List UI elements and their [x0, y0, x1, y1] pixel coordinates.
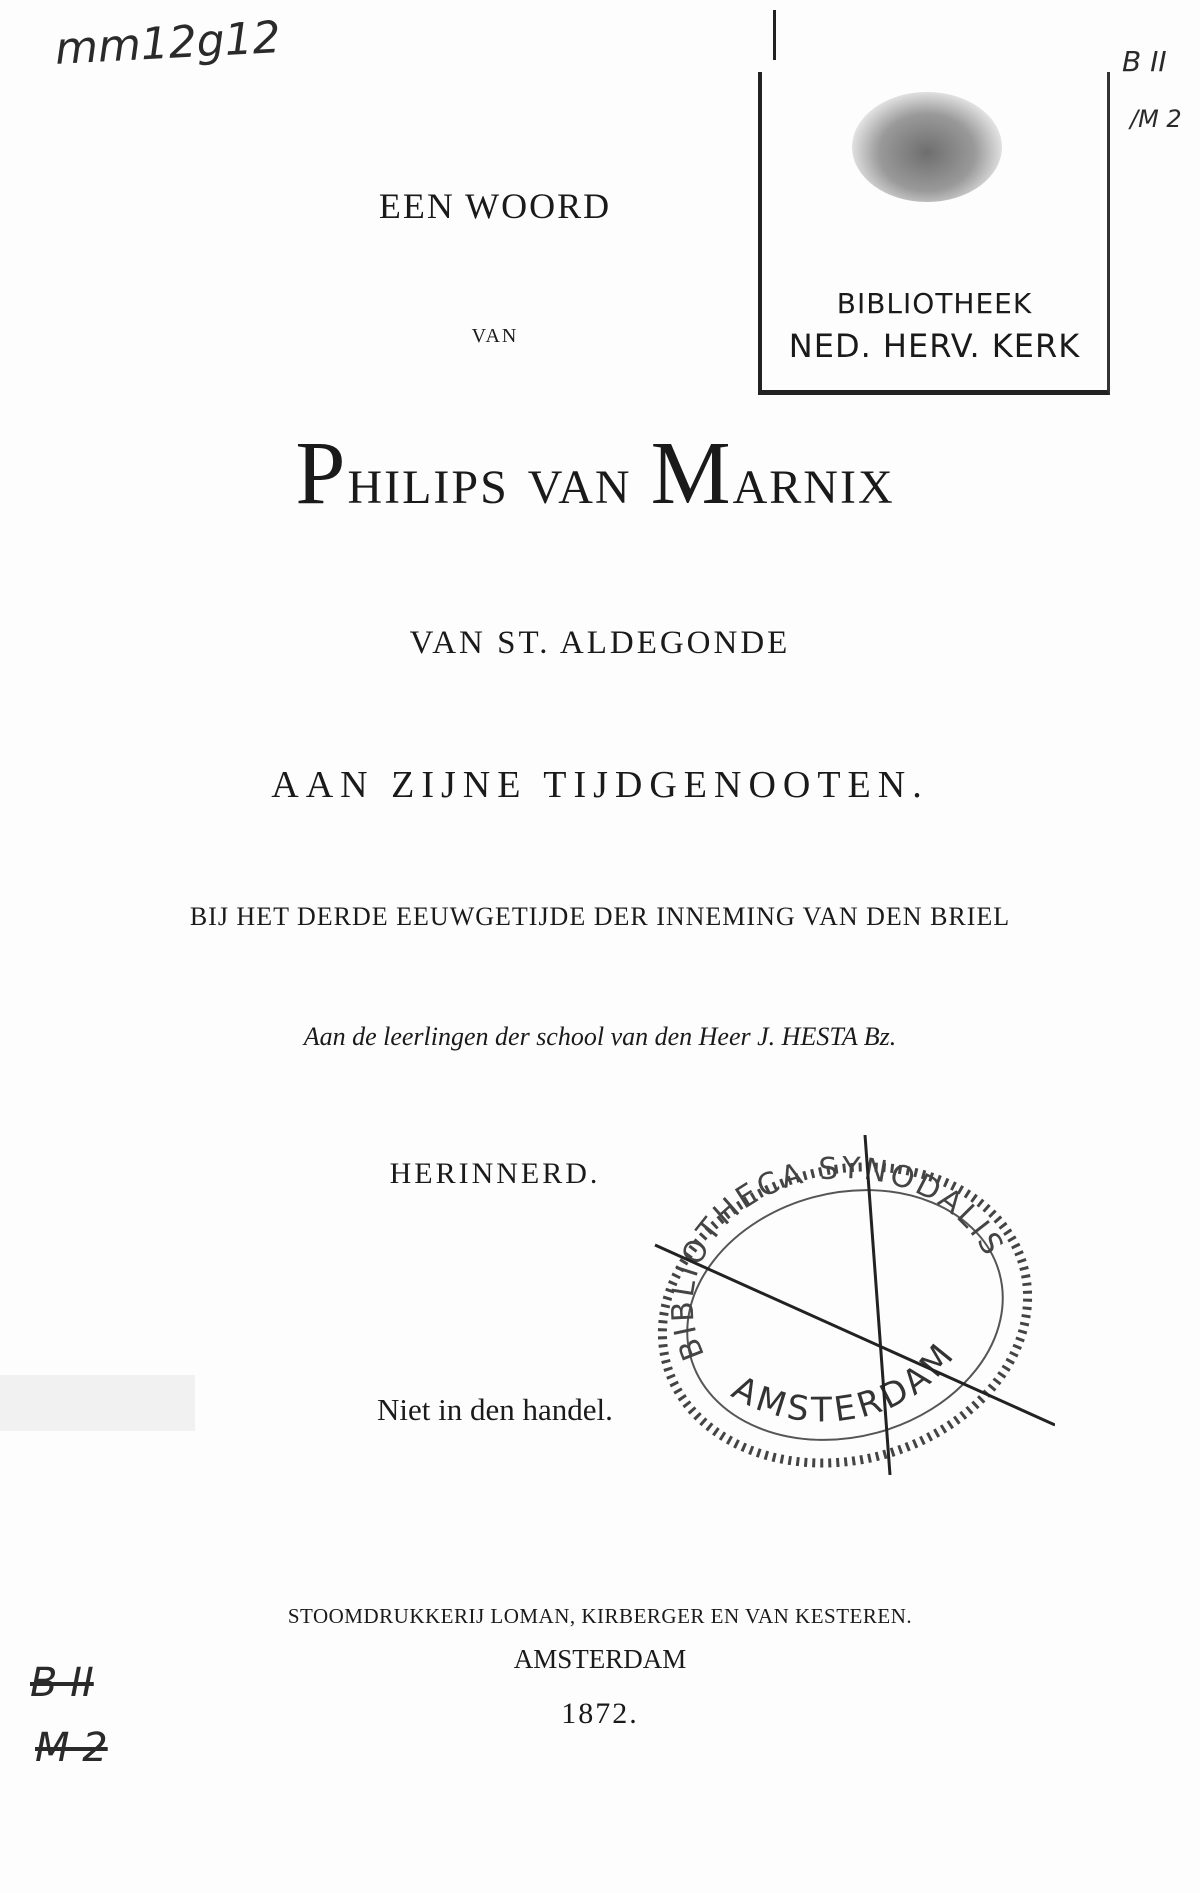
handwritten-corner-code-top: B II — [1122, 45, 1167, 78]
imprint-year: 1872. — [561, 1697, 639, 1730]
imprint-city: AMSTERDAM — [513, 1644, 687, 1674]
title-author-name — [0, 422, 1195, 525]
name-middle: van — [527, 442, 632, 518]
handwritten-bottom-code-1: B II — [30, 1660, 94, 1706]
name-last-initial: M — [650, 424, 733, 523]
stamp-oval-city: AMSTERDAM — [725, 1333, 965, 1431]
name-first-initial: P — [295, 424, 348, 523]
svg-text:BIBLIOTHECA SYNODALIS — [665, 1151, 1011, 1365]
stamp-oval-arc-text: BIBLIOTHECA SYNODALIS — [665, 1150, 1012, 1366]
stamp-line-1: BIBLIOTHEEK — [836, 287, 1033, 320]
not-for-sale: Niet in den handel. — [377, 1392, 613, 1427]
margin-strip — [0, 1375, 195, 1431]
title-aldegonde: VAN ST. ALDEGONDE — [409, 625, 791, 661]
title-dedication: Aan de leerlingen der school van den Heer J. HESTA Bz. — [303, 1022, 897, 1051]
title-van: VAN — [471, 325, 519, 347]
title-tijdgenooten: AAN ZIJNE TIJDGENOOTEN. — [271, 764, 929, 806]
stamp-line-2: NED. HERV. KERK — [788, 327, 1081, 365]
library-stamp-oval — [635, 1135, 1055, 1475]
handwritten-corner-code-bottom: /M 2 — [1130, 105, 1182, 133]
svg-text:AMSTERDAM — [725, 1334, 964, 1431]
name-last-rest: arnix — [732, 442, 895, 518]
title-een-woord: EEN WOORD — [378, 186, 612, 226]
title-occasion: BIJ HET DERDE EEUWGETIJDE DER INNEMING VAN DEN BRIEL — [189, 902, 1011, 931]
title-herinnerd: HERINNERD. — [389, 1157, 601, 1190]
printer-line: STOOMDRUKKERIJ LOMAN, KIRBERGER EN VAN KESTEREN. — [287, 1604, 913, 1628]
handwritten-bottom-code-2: M 2 — [35, 1725, 108, 1771]
handwritten-shelf-code: mm12g12 — [53, 12, 282, 75]
margin-line — [773, 10, 776, 60]
name-first-rest: hilips — [347, 442, 509, 518]
